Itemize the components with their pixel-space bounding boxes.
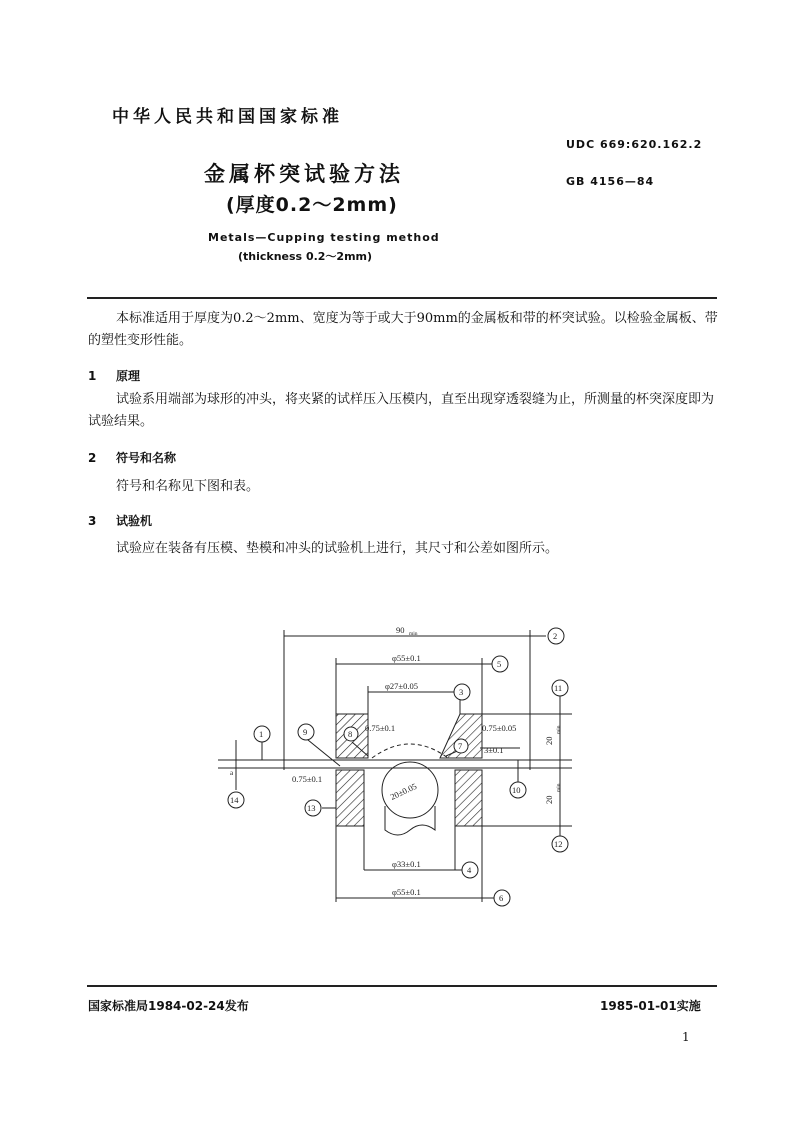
dim-r075-bottom-label: 0.75±0.1 <box>292 774 323 784</box>
section-title: 试验机 <box>116 514 153 528</box>
dim-r075-right-label: 0.75±0.05 <box>482 723 517 733</box>
section-text-2: 符号和名称见下图和表。 <box>116 479 260 494</box>
callout-9 <box>298 724 314 740</box>
section-title: 符号和名称 <box>116 451 177 465</box>
svg-text:7: 7 <box>458 741 463 751</box>
svg-text:4: 4 <box>467 865 472 875</box>
gb-number: GB 4156—84 <box>566 175 655 188</box>
title-chinese: 金属杯突试验方法 <box>204 162 404 186</box>
svg-text:8: 8 <box>348 729 353 739</box>
title-english-thickness: (thickness 0.2～2mm) <box>238 250 373 263</box>
section-number: 2 <box>88 451 97 465</box>
section-text-3: 试验应在装备有压模、垫模和冲头的试验机上进行，其尺寸和公差如图所示。 <box>116 541 559 556</box>
svg-text:14: 14 <box>230 795 239 805</box>
standard-organization: 中华人民共和国国家标准 <box>112 107 343 127</box>
callout-7 <box>454 739 468 753</box>
svg-text:12: 12 <box>554 839 563 849</box>
section-title: 原理 <box>116 369 141 383</box>
dim-20-bottom-sub: min <box>556 783 562 792</box>
callout-10 <box>510 782 526 798</box>
callout-8 <box>344 727 358 741</box>
callout-4 <box>462 862 478 878</box>
callout-14 <box>228 792 244 808</box>
dim-90-label: 90 <box>396 625 405 635</box>
dim-r075-left-label: 0.75±0.1 <box>365 723 396 733</box>
dim-d55-bottom-label: φ55±0.1 <box>392 887 421 897</box>
svg-text:3: 3 <box>459 687 464 697</box>
dim-d27-label: φ27±0.05 <box>385 681 418 691</box>
callout-6 <box>494 890 510 906</box>
section-number: 1 <box>88 369 97 383</box>
page-number: 1 <box>682 1030 690 1044</box>
dim-d33-label: φ33±0.1 <box>392 859 421 869</box>
dim-20-top-label: 20 <box>544 736 554 745</box>
dim-20-top-sub: min <box>556 725 562 734</box>
svg-text:9: 9 <box>303 727 308 737</box>
svg-text:13: 13 <box>307 803 316 813</box>
dim-3-label: 3±0.1 <box>484 745 504 755</box>
callout-11 <box>552 680 568 696</box>
svg-text:5: 5 <box>497 659 502 669</box>
callout-2 <box>548 628 564 644</box>
dim-90-sub: min <box>409 631 418 637</box>
dim-t-label: a <box>230 769 234 777</box>
bottom-divider <box>87 985 717 987</box>
svg-text:2: 2 <box>553 631 558 641</box>
title-chinese-thickness: (厚度0.2～2mm) <box>226 194 398 216</box>
callout-1 <box>254 726 270 742</box>
svg-text:6: 6 <box>499 893 504 903</box>
dim-d55-top-label: φ55±0.1 <box>392 653 421 663</box>
callout-5 <box>492 656 508 672</box>
section-text-1: 试验系用端部为球形的冲头，将夹紧的试样压入压模内，直至出现穿透裂缝为止，所测量的杯突深度即为试验结果。 <box>88 392 715 429</box>
callout-3 <box>454 684 470 700</box>
issue-date: 国家标准局1984-02-24发布 <box>88 999 249 1013</box>
callout-13 <box>305 800 321 816</box>
dim-20-bottom-label: 20 <box>544 795 554 804</box>
dim-r20-label: 20±0.05 <box>388 780 419 802</box>
title-english: Metals—Cupping testing method <box>208 231 440 244</box>
svg-text:1: 1 <box>259 729 264 739</box>
svg-text:11: 11 <box>554 683 563 693</box>
effective-date: 1985-01-01实施 <box>600 999 701 1013</box>
section-number: 3 <box>88 514 97 528</box>
callout-12 <box>552 836 568 852</box>
intro-paragraph: 本标准适用于厚度为0.2～2mm、宽度为等于或大于90mm的金属板和带的杯突试验。以检验金属板、带的塑性变形性能。 <box>88 311 718 348</box>
udc-code: UDC 669:620.162.2 <box>566 138 703 151</box>
svg-text:10: 10 <box>512 785 521 795</box>
